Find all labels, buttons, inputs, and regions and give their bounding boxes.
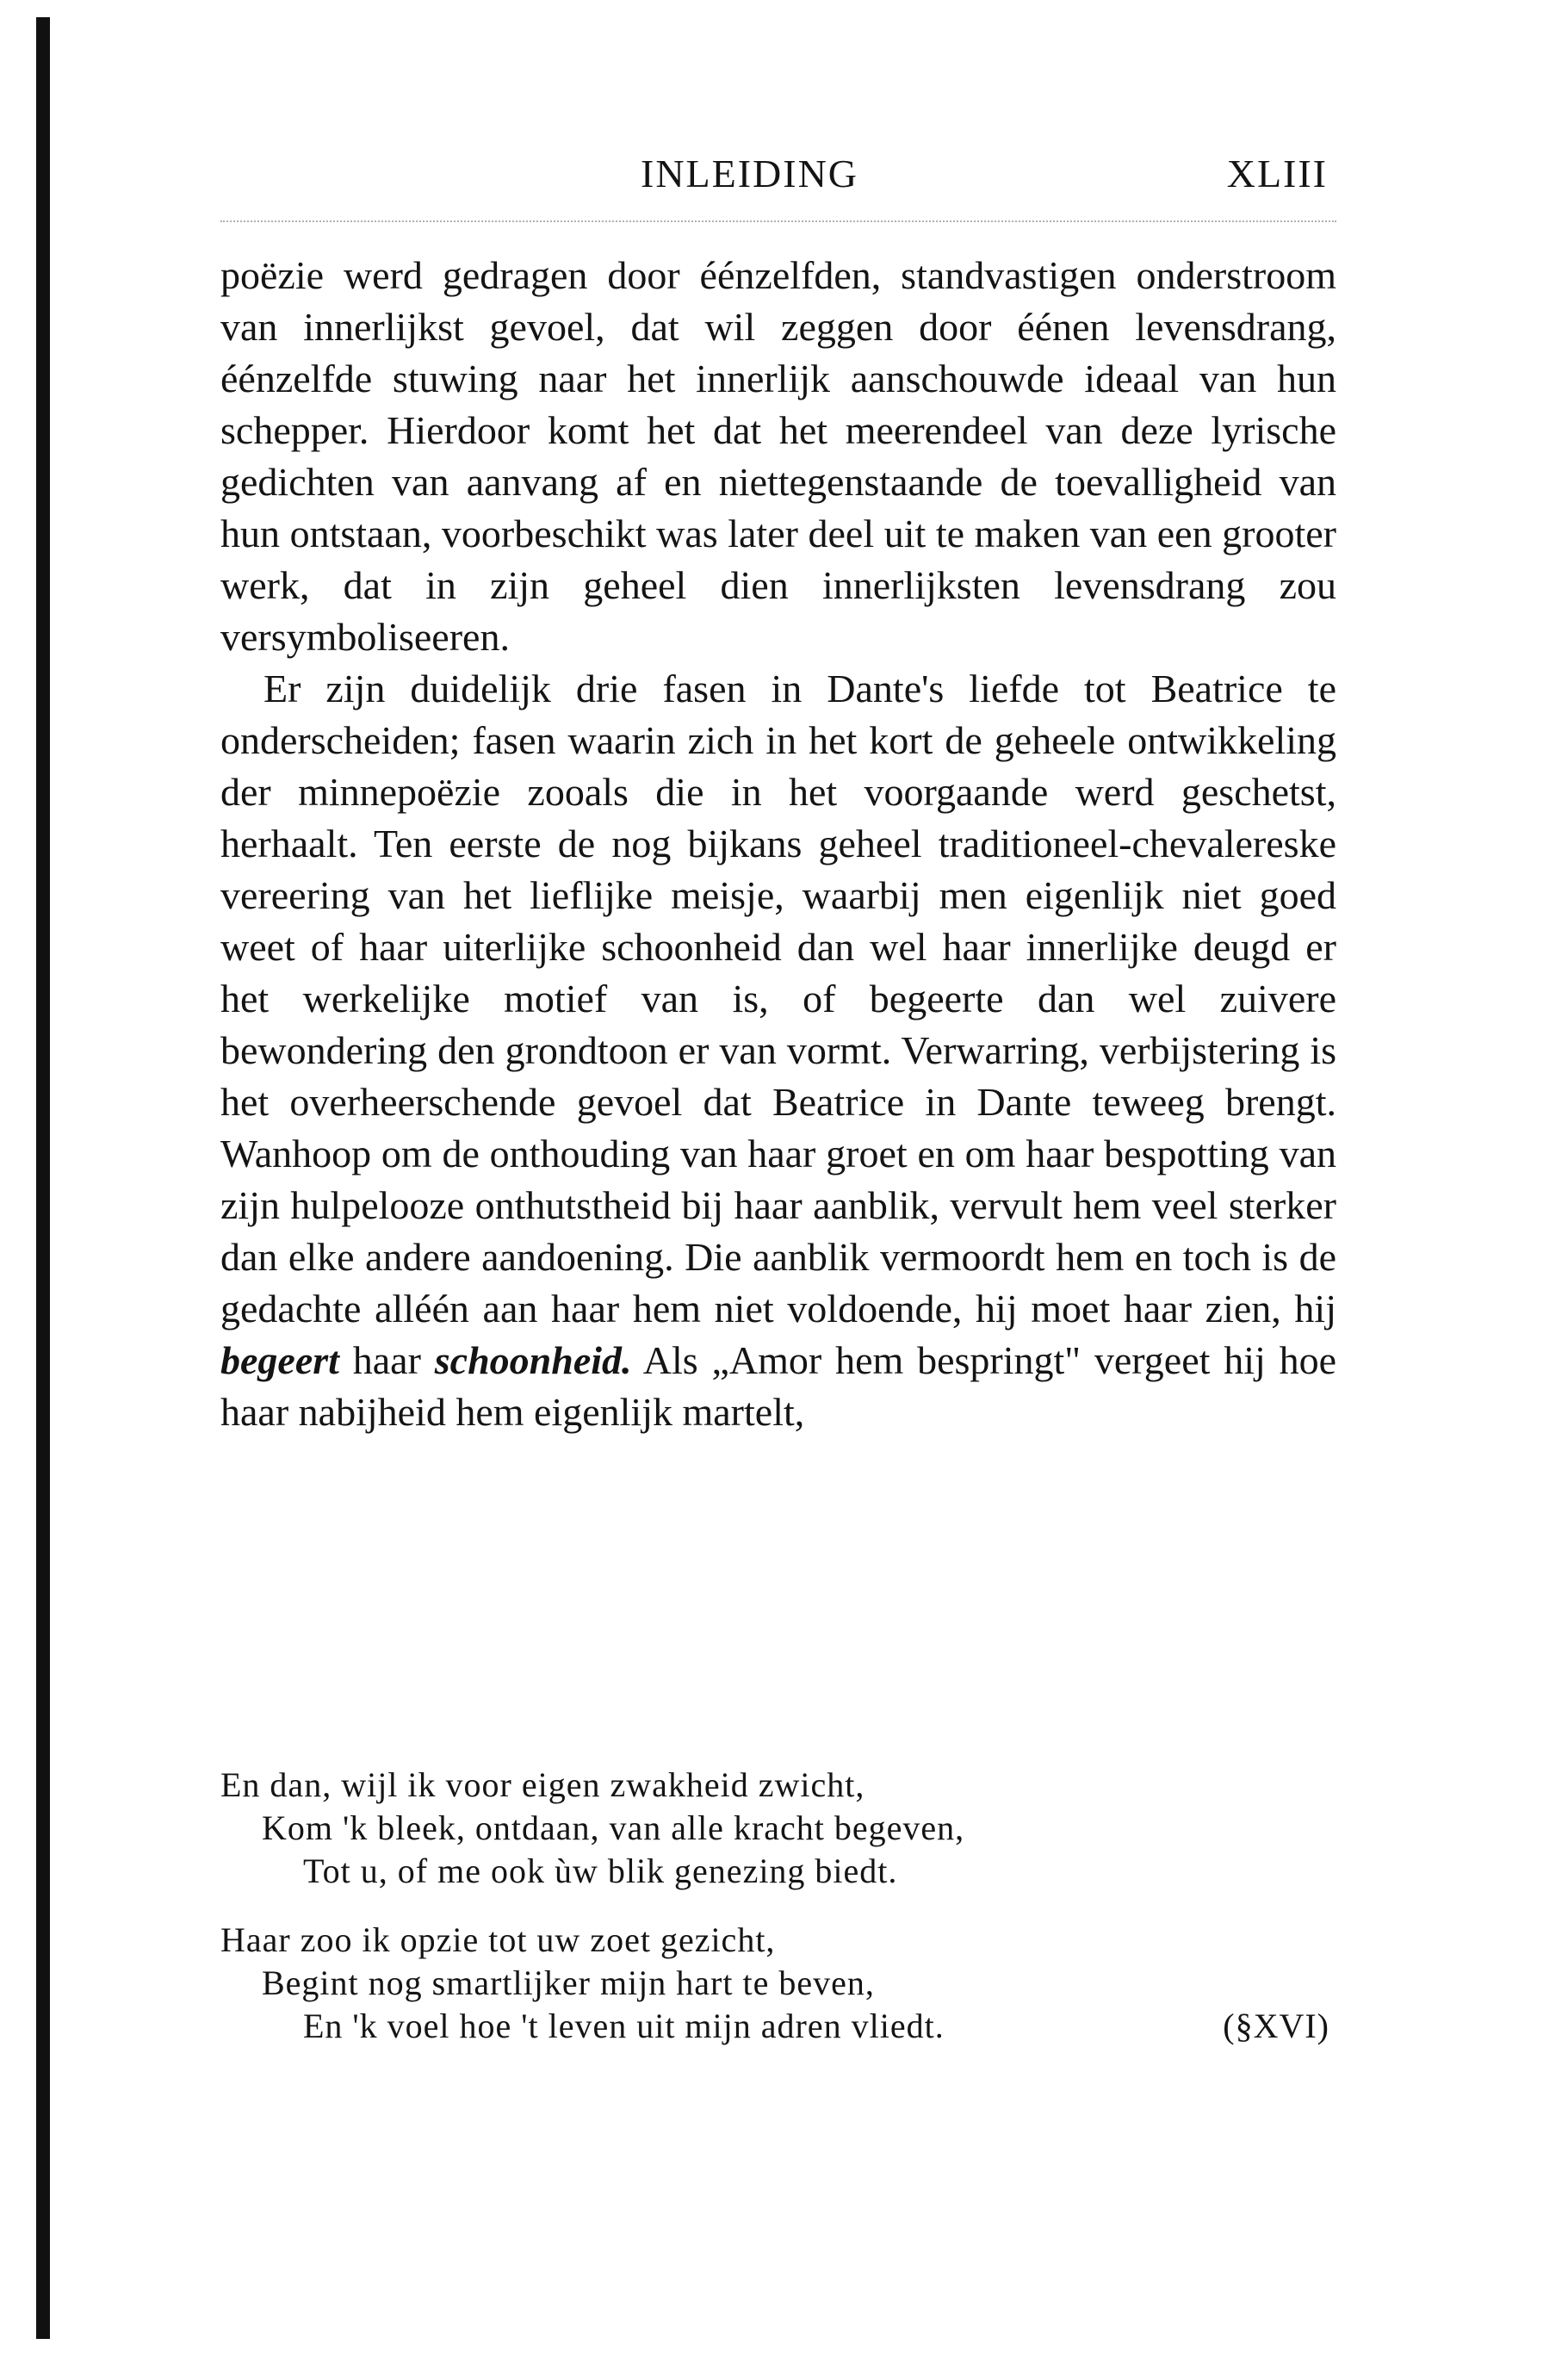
paragraph-2-text-a: Er zijn duidelijk drie fasen in Dante's liefde tot Beatrice te onderscheiden; fasen waarin zich in het kort de geheele ontwikkeling der minnepoëzie zooals die in het voorgaande werd geschetst, herhaalt. Ten eerste de nog bijkans geheel traditioneel-chevalereske vereering van het lieflijke meisje, waarbij men eigenlijk niet goed weet of haar uiterlijke schoonheid dan wel haar innerlijke deugd er het werkelijke motief van is, of begeerte dan wel zuivere bewondering den grondtoon er van vormt. Verwarring, verbijstering is het overheerschende gevoel dat Beatrice in Dante teweeg brengt. Wanhoop om de onthouding van haar groet en om haar bespotting van zijn hulpelooze onthutstheid bij haar aanblik, vervult hem veel sterker dan elke andere aandoening. Die aanblik vermoordt hem en toch is de gedachte alléén aan haar hem niet voldoende, hij moet haar zien, hij [220, 667, 1336, 1330]
verse-line: Begint nog smartlijker mijn hart te beven, [262, 1963, 875, 2002]
verse-line: Tot u, of me ook ùw blik genezing biedt. [303, 1851, 898, 1890]
page-number: XLIII [1226, 152, 1328, 195]
emphasis-begeert: begeert [220, 1338, 339, 1382]
header-rule [220, 220, 1336, 222]
verse-line: Haar zoo ik opzie tot uw zoet gezicht, [220, 1920, 776, 1959]
verse-line: En dan, wijl ik voor eigen zwakheid zwicht, [220, 1765, 865, 1804]
page-header [220, 148, 1336, 208]
poem-stanza-1 [220, 1764, 1336, 1893]
paragraph-2-text-c: Als „Amor hem bespringt" vergeet hij hoe haar nabijheid hem eigenlijk martelt, [220, 1338, 1337, 1434]
poem-stanza-2 [220, 1919, 1336, 2048]
body-text [220, 250, 1336, 1438]
verse-line: Kom 'k bleek, ontdaan, van alle kracht begeven, [262, 1808, 965, 1847]
section-reference: (§XVI) [1223, 2007, 1329, 2045]
running-title: INLEIDING [641, 152, 859, 195]
verse-line: En 'k voel hoe 't leven uit mijn adren vliedt. [303, 2007, 945, 2045]
scan-edge-bar [36, 17, 50, 2339]
paragraph-1: poëzie werd gedragen door éénzelfden, standvastigen onderstroom van innerlijkst gevoel, dat wil zeggen door éénen levensdrang, éénzelfde stuwing naar het innerlijk aanschouwde ideaal van hun schepper. Hierdoor komt het dat het meerendeel van deze lyrische gedichten van aanvang af en niettegenstaande de toevalligheid van hun ontstaan, voorbeschikt was later deel uit te maken van een grooter werk, dat in zijn geheel dien innerlijksten levensdrang zou versymboliseeren. [220, 253, 1336, 659]
paragraph-2-text-b: haar [352, 1338, 421, 1382]
emphasis-schoonheid: schoonheid. [434, 1338, 632, 1382]
verse-line-with-reference [220, 2005, 1336, 2048]
paragraph-2 [220, 663, 1336, 1438]
